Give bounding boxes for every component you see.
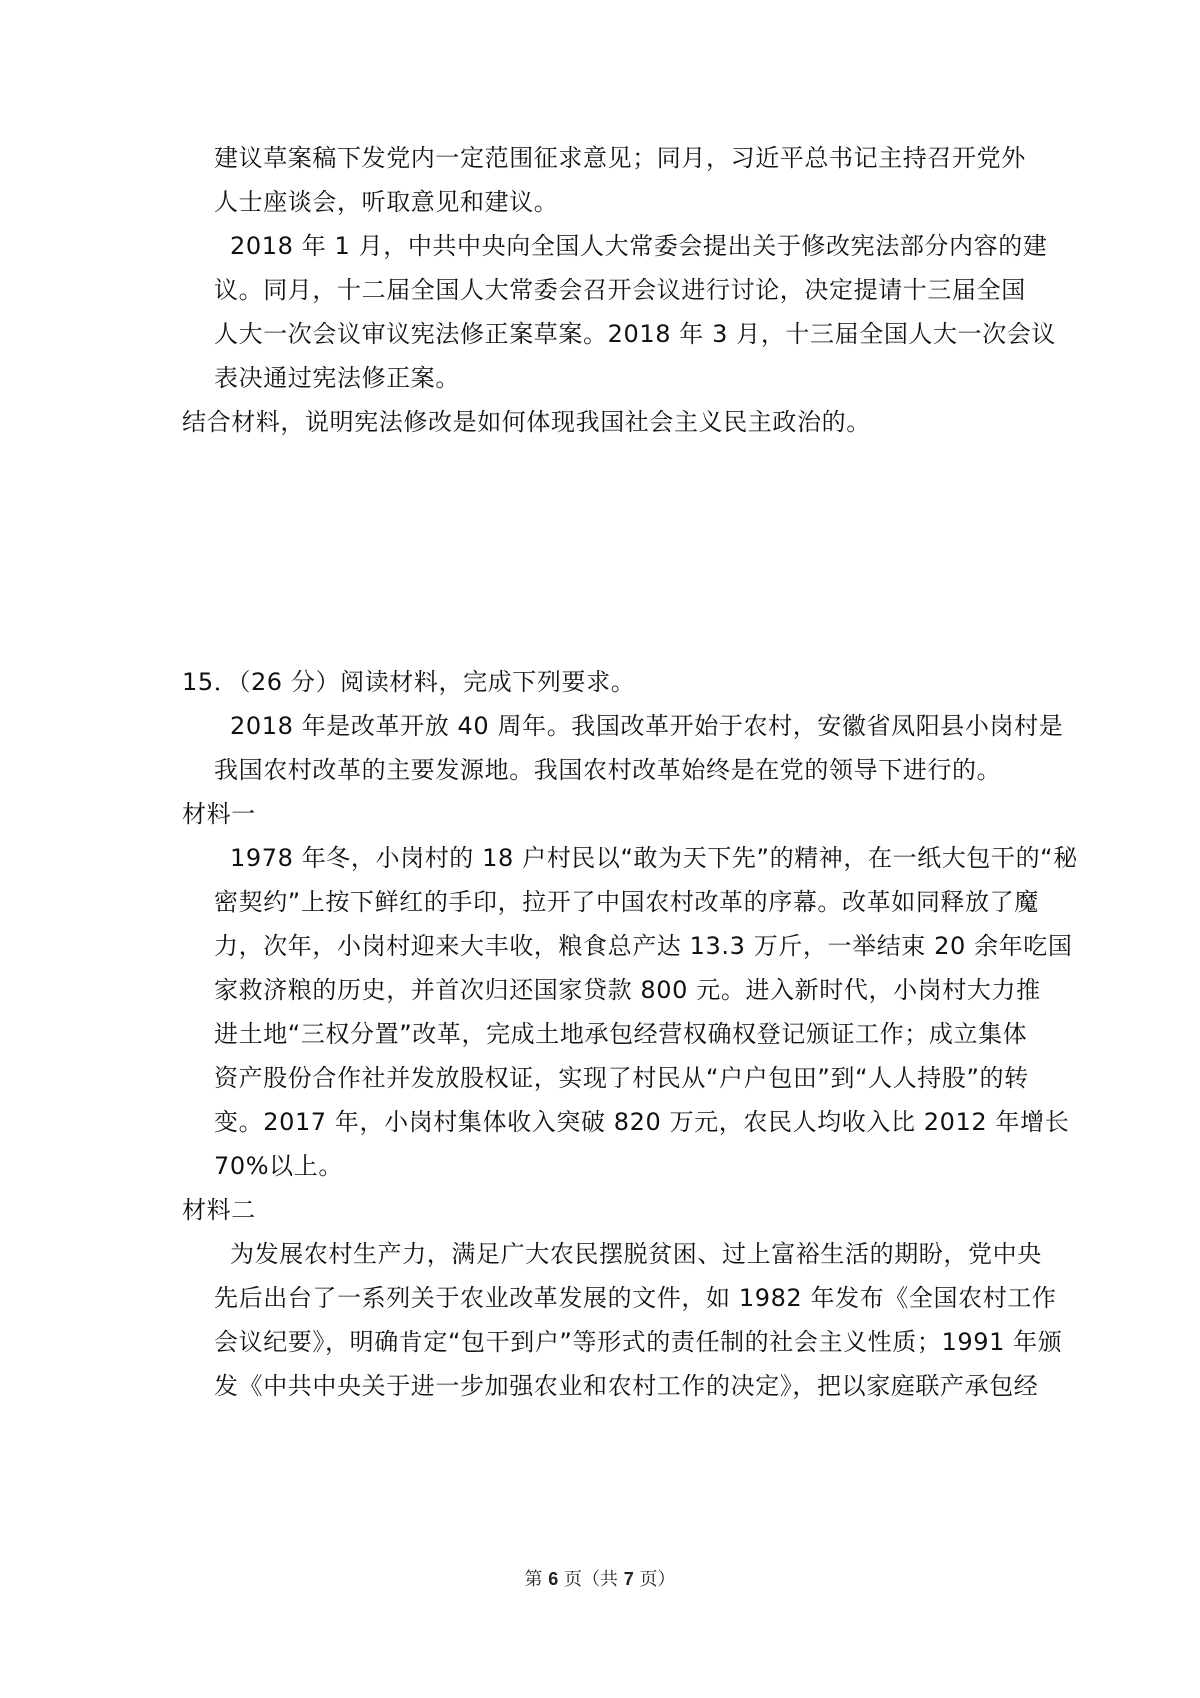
material-1-line: 70%以上。: [214, 1152, 343, 1180]
material-1-line: 1978 年冬，小岗村的 18 户村民以“敢为天下先”的精神，在一纸大包干的“秘: [230, 844, 1078, 872]
material-1-line: 进土地“三权分置”改革，完成土地承包经营权确权登记颁证工作；成立集体: [214, 1020, 1028, 1048]
material-line: 人士座谈会，听取意见和建议。: [214, 188, 559, 216]
material-2-line: 为发展农村生产力，满足广大农民摆脱贫困、过上富裕生活的期盼，党中央: [230, 1240, 1042, 1268]
material-2-line: 先后出台了一系列关于农业改革发展的文件，如 1982 年发布《全国农村工作: [214, 1284, 1057, 1312]
material-line: 表决通过宪法修正案。: [214, 364, 460, 392]
page-total: 7: [623, 1569, 634, 1589]
material-line: 建议草案稿下发党内一定范围征求意见；同月，习近平总书记主持召开党外: [214, 144, 1026, 172]
material-2-line: 会议纪要》，明确肯定“包干到户”等形式的责任制的社会主义性质；1991 年颁: [214, 1328, 1063, 1356]
footer-middle: 页（共: [564, 1569, 618, 1590]
question-prompt: 结合材料，说明宪法修改是如何体现我国社会主义民主政治的。: [182, 408, 871, 436]
question-15-heading: 15．（26 分）阅读材料，完成下列要求。: [182, 668, 636, 696]
page-number: 6: [548, 1569, 559, 1589]
material-2-label: 材料二: [182, 1196, 256, 1224]
material-1-line: 资产股份合作社并发放股权证，实现了村民从“户户包田”到“人人持股”的转: [214, 1064, 1029, 1092]
footer-prefix: 第: [524, 1569, 543, 1590]
material-line: 2018 年 1 月，中共中央向全国人大常委会提出关于修改宪法部分内容的建: [230, 232, 1048, 260]
material-line: 议。同月，十二届全国人大常委会召开会议进行讨论，决定提请十三届全国: [214, 276, 1026, 304]
footer-suffix: 页）: [639, 1569, 676, 1590]
page-footer: [0, 1567, 1200, 1592]
material-1-label: 材料一: [182, 800, 256, 828]
material-1-line: 变。2017 年，小岗村集体收入突破 820 万元，农民人均收入比 2012 年增长: [214, 1108, 1070, 1136]
intro-line: 2018 年是改革开放 40 周年。我国改革开始于农村，安徽省凤阳县小岗村是: [230, 712, 1064, 740]
material-line: 人大一次会议审议宪法修正案草案。2018 年 3 月，十三届全国人大一次会议: [214, 320, 1057, 348]
material-1-line: 家救济粮的历史，并首次归还国家贷款 800 元。进入新时代，小岗村大力推: [214, 976, 1041, 1004]
material-1-line: 密契约”上按下鲜红的手印，拉开了中国农村改革的序幕。改革如同释放了魔: [214, 888, 1039, 916]
material-2-line: 发《中共中央关于进一步加强农业和农村工作的决定》，把以家庭联产承包经: [214, 1372, 1039, 1400]
intro-line: 我国农村改革的主要发源地。我国农村改革始终是在党的领导下进行的。: [214, 756, 1002, 784]
material-1-line: 力，次年，小岗村迎来大丰收，粮食总产达 13.3 万斤，一举结束 20 余年吃国: [214, 932, 1073, 960]
